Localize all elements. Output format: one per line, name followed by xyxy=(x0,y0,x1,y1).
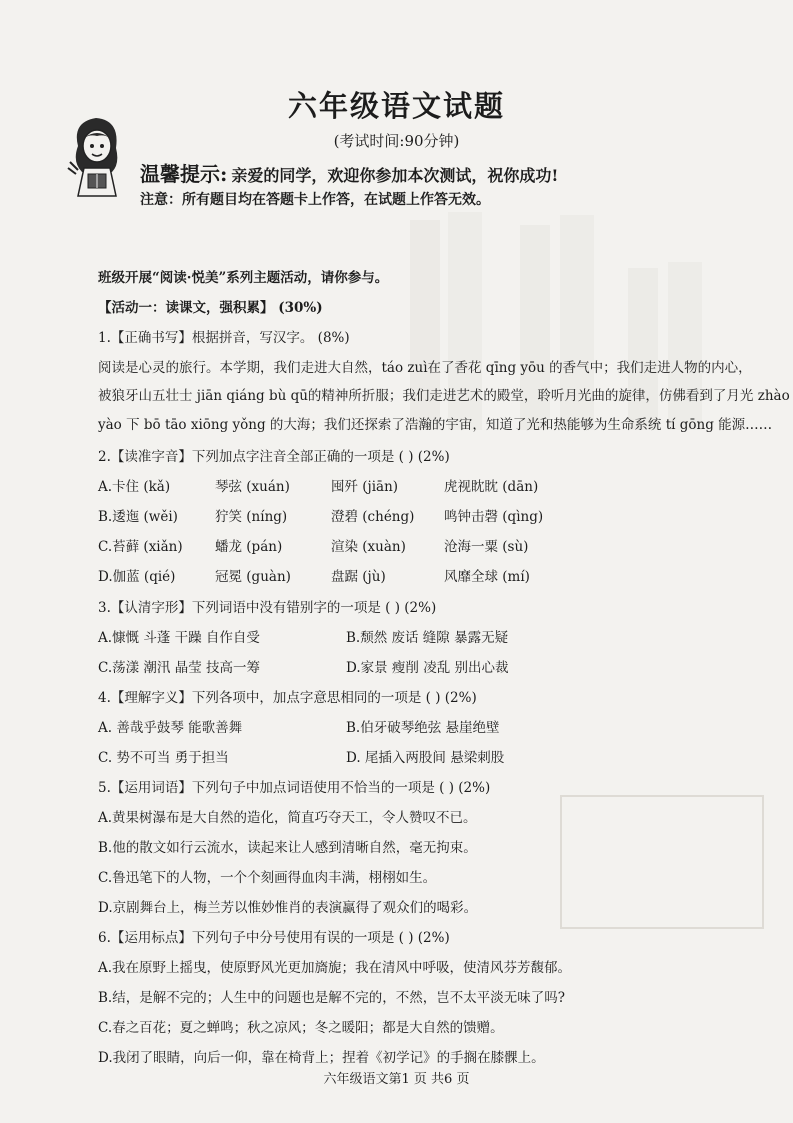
q6-option: B.结，是解不完的；人生中的问题也是解不完的，不然，岂不太平淡无味了吗? xyxy=(98,990,565,1006)
q6-option: C.春之百花；夏之蝉鸣；秋之凉风；冬之暖阳；都是大自然的馈赠。 xyxy=(98,1020,504,1036)
bleed-through-bar xyxy=(668,262,702,430)
q2-option: 虎视眈眈 (dān) xyxy=(444,479,539,495)
q3-option-row xyxy=(98,656,509,676)
notice: 注意：所有题目均在答题卡上作答，在试题上作答无效。 xyxy=(140,192,490,208)
q6-stem: 6.【运用标点】下列句子中分号使用有误的一项是 ( ) (2%) xyxy=(98,930,450,946)
page-title: 六年级语文试题 xyxy=(287,89,505,123)
q2-option-row xyxy=(98,535,528,555)
q4-stem: 4.【理解字义】下列各项中，加点字意思相同的一项是 ( ) (2%) xyxy=(98,690,477,706)
q2-option: 沧海一粟 (sù) xyxy=(444,539,529,555)
q5-option: D.京剧舞台上，梅兰芳以惟妙惟肖的表演赢得了观众们的喝彩。 xyxy=(98,900,478,916)
q2-option-row xyxy=(98,505,543,525)
q2-stem: 2.【读准字音】下列加点字注音全部正确的一项是 ( ) (2%) xyxy=(98,449,450,465)
q2-option: 蟠龙 (pán) xyxy=(215,539,283,555)
q2-option: 风靡全球 (mí) xyxy=(444,569,530,585)
q4-option: C. 势不可当 勇于担当 xyxy=(98,750,229,766)
q2-option: 盘踞 (jù) xyxy=(331,569,386,585)
bleed-through-box xyxy=(560,795,764,929)
exam-time: (考试时间:90分钟) xyxy=(333,132,460,150)
q2-option: 冠冕 (guàn) xyxy=(215,569,291,585)
q4-option: A. 善哉乎鼓琴 能歌善舞 xyxy=(98,720,243,736)
q3-stem: 3.【认清字形】下列词语中没有错别字的一项是 ( ) (2%) xyxy=(98,600,437,616)
q3-option: C.荡漾 潮汛 晶莹 技高一筹 xyxy=(98,660,261,676)
q3-option: D.家景 瘦削 凌乱 别出心裁 xyxy=(346,660,509,676)
q6-option: D.我闭了眼睛，向后一仰，靠在椅背上；捏着《初学记》的手搁在膝髁上。 xyxy=(98,1050,545,1066)
q1-passage-line: yào 下 bō tāo xiōng yǒng 的大海；我们还探索了浩瀚的宇宙，知道了光和热能够为生命系统 tí gōng 能源…… xyxy=(98,417,773,433)
q1-passage-line: 被狼牙山五壮士 jiān qiáng bù qū的精神所折服；我们走进艺术的殿堂，聆听月光曲的旋律，仿佛看到了月光 zhào xyxy=(98,388,790,404)
q3-option-row xyxy=(98,626,508,646)
q5-option: A.黄果树瀑布是大自然的造化，简直巧夺天工，令人赞叹不已。 xyxy=(98,810,477,826)
q5-stem: 5.【运用词语】下列句子中加点词语使用不恰当的一项是 ( ) (2%) xyxy=(98,780,491,796)
girl-reading-cartoon-icon xyxy=(62,112,132,198)
q2-option: D.伽蓝 (qié) xyxy=(98,569,176,585)
q2-option: C.苔藓 (xiǎn) xyxy=(98,539,183,555)
q1-stem: 1.【正确书写】根据拼音，写汉字。 (8%) xyxy=(98,330,350,346)
q4-option-row xyxy=(98,746,504,766)
q2-option-row xyxy=(98,565,530,585)
tip-label: 温馨提示: xyxy=(140,162,228,186)
q5-option: B.他的散文如行云流水，读起来让人感到清晰自然，毫无拘束。 xyxy=(98,840,477,856)
bleed-through-bar xyxy=(628,268,658,430)
q2-option: 囤歼 (jiān) xyxy=(331,479,399,495)
q2-option: 渲染 (xuàn) xyxy=(331,539,406,555)
q2-option: 澄碧 (chéng) xyxy=(331,509,415,525)
q2-option: 鸣钟击磬 (qìng) xyxy=(444,509,544,525)
intro-line: 班级开展“阅读·悦美”系列主题活动，请你参与。 xyxy=(98,270,389,286)
q5-option: C.鲁迅笔下的人物，一个个刻画得血肉丰满，栩栩如生。 xyxy=(98,870,437,886)
q2-option: 琴弦 (xuán) xyxy=(215,479,290,495)
q2-option-row xyxy=(98,475,538,495)
q6-option: A.我在原野上摇曳，使原野风光更加旖旎；我在清风中呼吸，使清风芬芳馥郁。 xyxy=(98,960,572,976)
q2-option: B.逶迤 (wěi) xyxy=(98,509,178,525)
q2-option: 狞笑 (níng) xyxy=(215,509,288,525)
q4-option: D. 尾插入两股间 悬梁刺股 xyxy=(346,750,505,766)
tip-line xyxy=(140,158,558,187)
tip-text: 亲爱的同学，欢迎你参加本次测试，祝你成功! xyxy=(231,166,559,185)
activity-1-heading: 【活动一：读课文，强积累】 (30%) xyxy=(98,300,323,316)
q1-passage-line: 阅读是心灵的旅行。本学期，我们走进大自然，táo zuì在了香花 qīng yōu 的香气中；我们走进人物的内心， xyxy=(98,360,752,376)
q4-option-row xyxy=(98,716,500,736)
q4-option: B.伯牙破琴绝弦 悬崖绝壁 xyxy=(346,720,500,736)
page-footer: 六年级语文第1 页 共6 页 xyxy=(323,1072,470,1087)
q2-option: A.卡住 (kǎ) xyxy=(98,479,171,495)
q3-option: B.颓然 废话 缝隙 暴露无疑 xyxy=(346,630,509,646)
q3-option: A.慷慨 斗蓬 干躁 自作自受 xyxy=(98,630,260,646)
